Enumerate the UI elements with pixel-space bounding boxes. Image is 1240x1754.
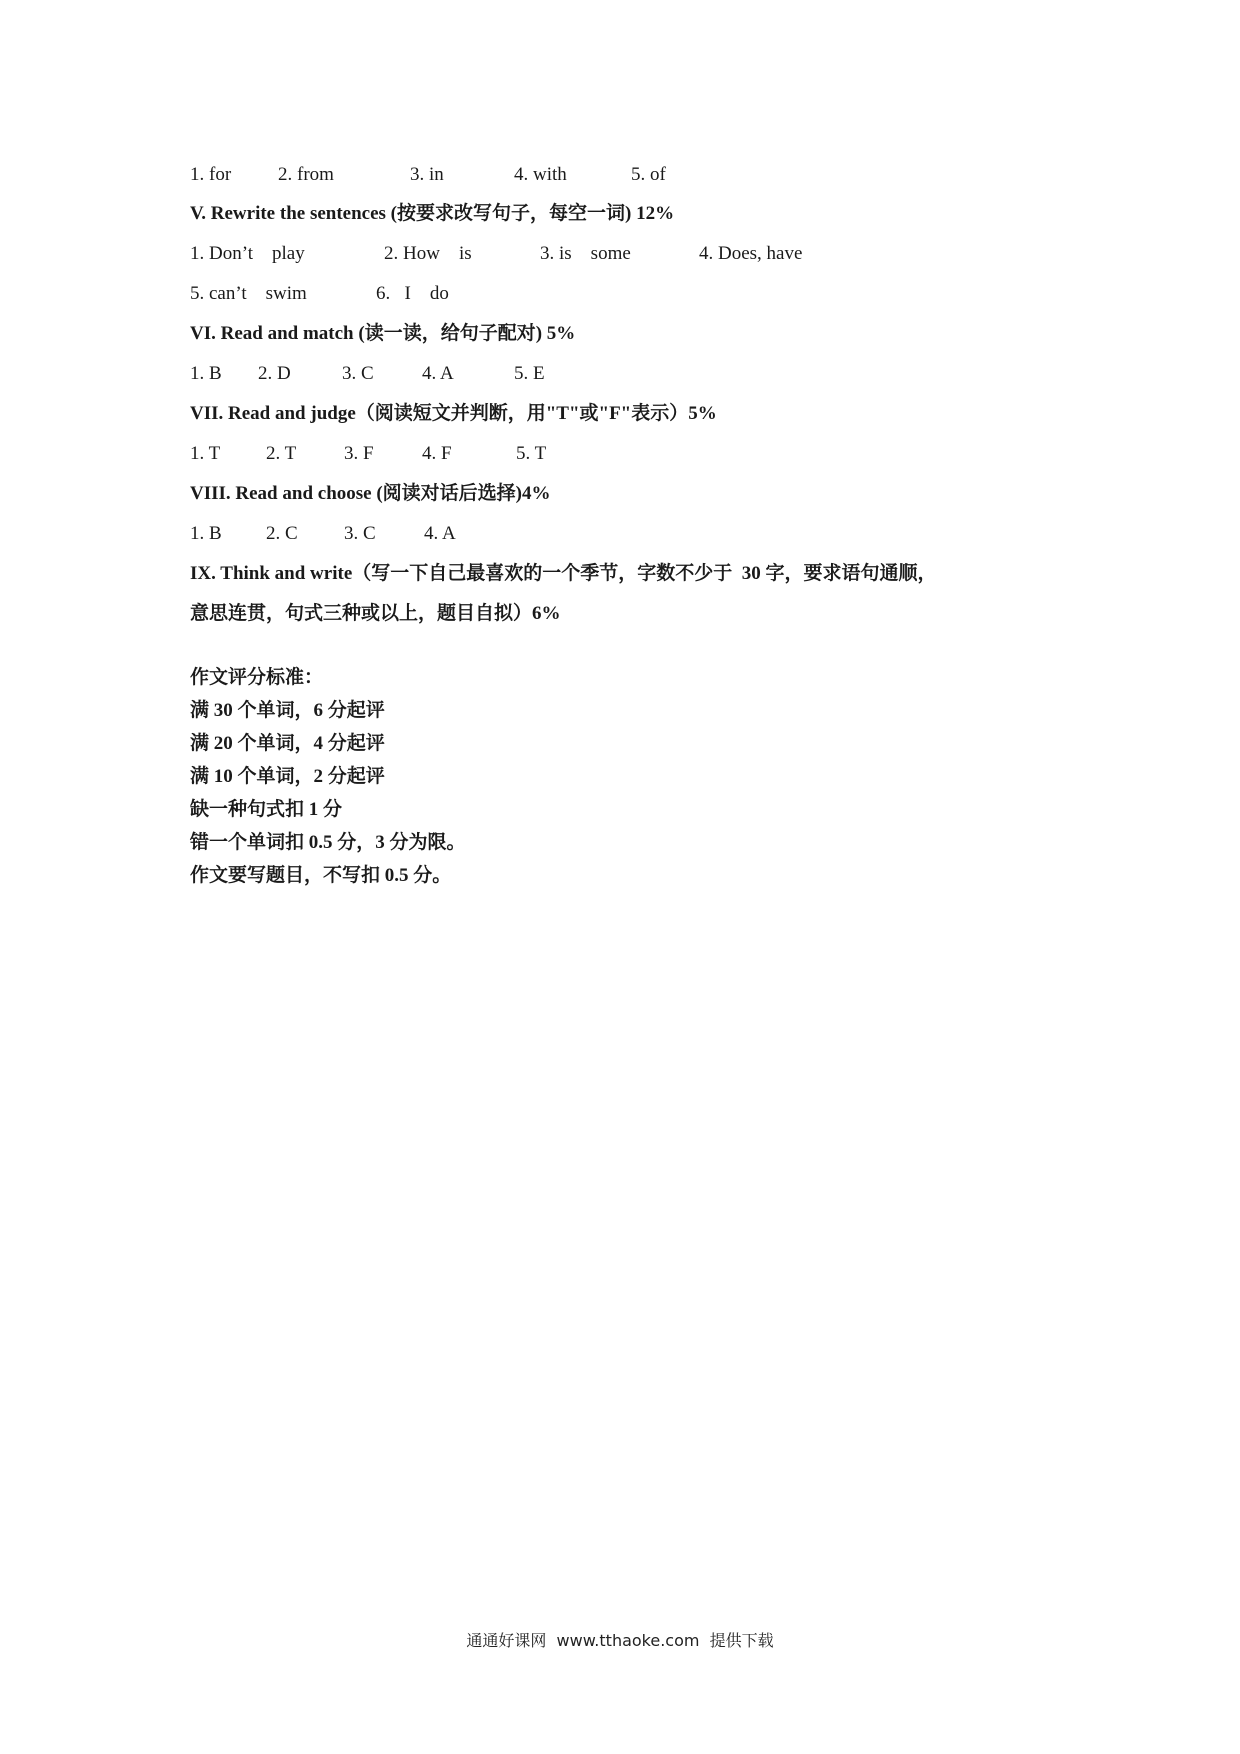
criteria-item: 作文要写题目，不写扣 0.5 分。: [190, 865, 452, 886]
section-ix-heading-line1: IX. Think and write（写一下自己最喜欢的一个季节，字数不少于 30 字，要求语句通顺，: [190, 563, 937, 584]
answer-item: 4. with: [514, 164, 567, 185]
section-vii-answers: [190, 441, 546, 467]
page-footer: 通通好课网 www.tthaoke.com 提供下载: [466, 1631, 774, 1650]
criteria-item: 满 10 个单词，2 分起评: [190, 766, 385, 787]
answer-item: 1. T: [190, 443, 221, 464]
answer-item: 1. Don’t play: [190, 243, 305, 264]
section-v-answers-row1: [190, 241, 802, 267]
answer-item: 5. T: [516, 443, 547, 464]
answer-item: 1. B: [190, 363, 222, 384]
section-viii-answers: [190, 521, 456, 547]
criteria-item: 缺一种句式扣 1 分: [190, 799, 343, 820]
section-v-answers-row2: [190, 281, 449, 307]
criteria-item: 错一个单词扣 0.5 分，3 分为限。: [190, 832, 466, 853]
answer-item: 3. in: [410, 164, 444, 185]
answer-item: 2. How is: [384, 243, 472, 264]
answer-item: 5. of: [631, 164, 666, 185]
answer-item: 3. C: [344, 523, 376, 544]
answer-item: 4. A: [422, 363, 454, 384]
section-ix-heading-line2: 意思连贯，句式三种或以上，题目自拟）6%: [190, 603, 561, 624]
answer-item: 6. I do: [376, 283, 449, 304]
section-vi-answers: [190, 361, 545, 387]
criteria-item: 满 20 个单词，4 分起评: [190, 733, 385, 754]
answer-item: 2. T: [266, 443, 297, 464]
answer-item: 3. F: [344, 443, 374, 464]
criteria-item: 满 30 个单词，6 分起评: [190, 700, 385, 721]
section-vii-heading: VII. Read and judge（阅读短文并判断，用"T"或"F"表示）5%: [190, 403, 717, 424]
section-iv-answers: [190, 162, 666, 188]
answer-item: 3. C: [342, 363, 374, 384]
criteria-title: 作文评分标准：: [190, 667, 324, 688]
section-vi-heading: VI. Read and match (读一读，给句子配对) 5%: [190, 323, 576, 344]
answer-item: 2. C: [266, 523, 298, 544]
answer-item: 2. from: [278, 164, 334, 185]
answer-item: 3. is some: [540, 243, 631, 264]
answer-item: 2. D: [258, 363, 291, 384]
answer-item: 4. A: [424, 523, 456, 544]
section-viii-heading: VIII. Read and choose (阅读对话后选择)4%: [190, 483, 551, 504]
section-v-heading: V. Rewrite the sentences (按要求改写句子，每空一词) 12%: [190, 203, 675, 224]
answer-item: 1. B: [190, 523, 222, 544]
answer-item: 5. can’t swim: [190, 283, 307, 304]
answer-item: 5. E: [514, 363, 545, 384]
answer-item: 1. for: [190, 164, 232, 185]
answer-item: 4. F: [422, 443, 452, 464]
answer-item: 4. Does, have: [699, 243, 803, 264]
